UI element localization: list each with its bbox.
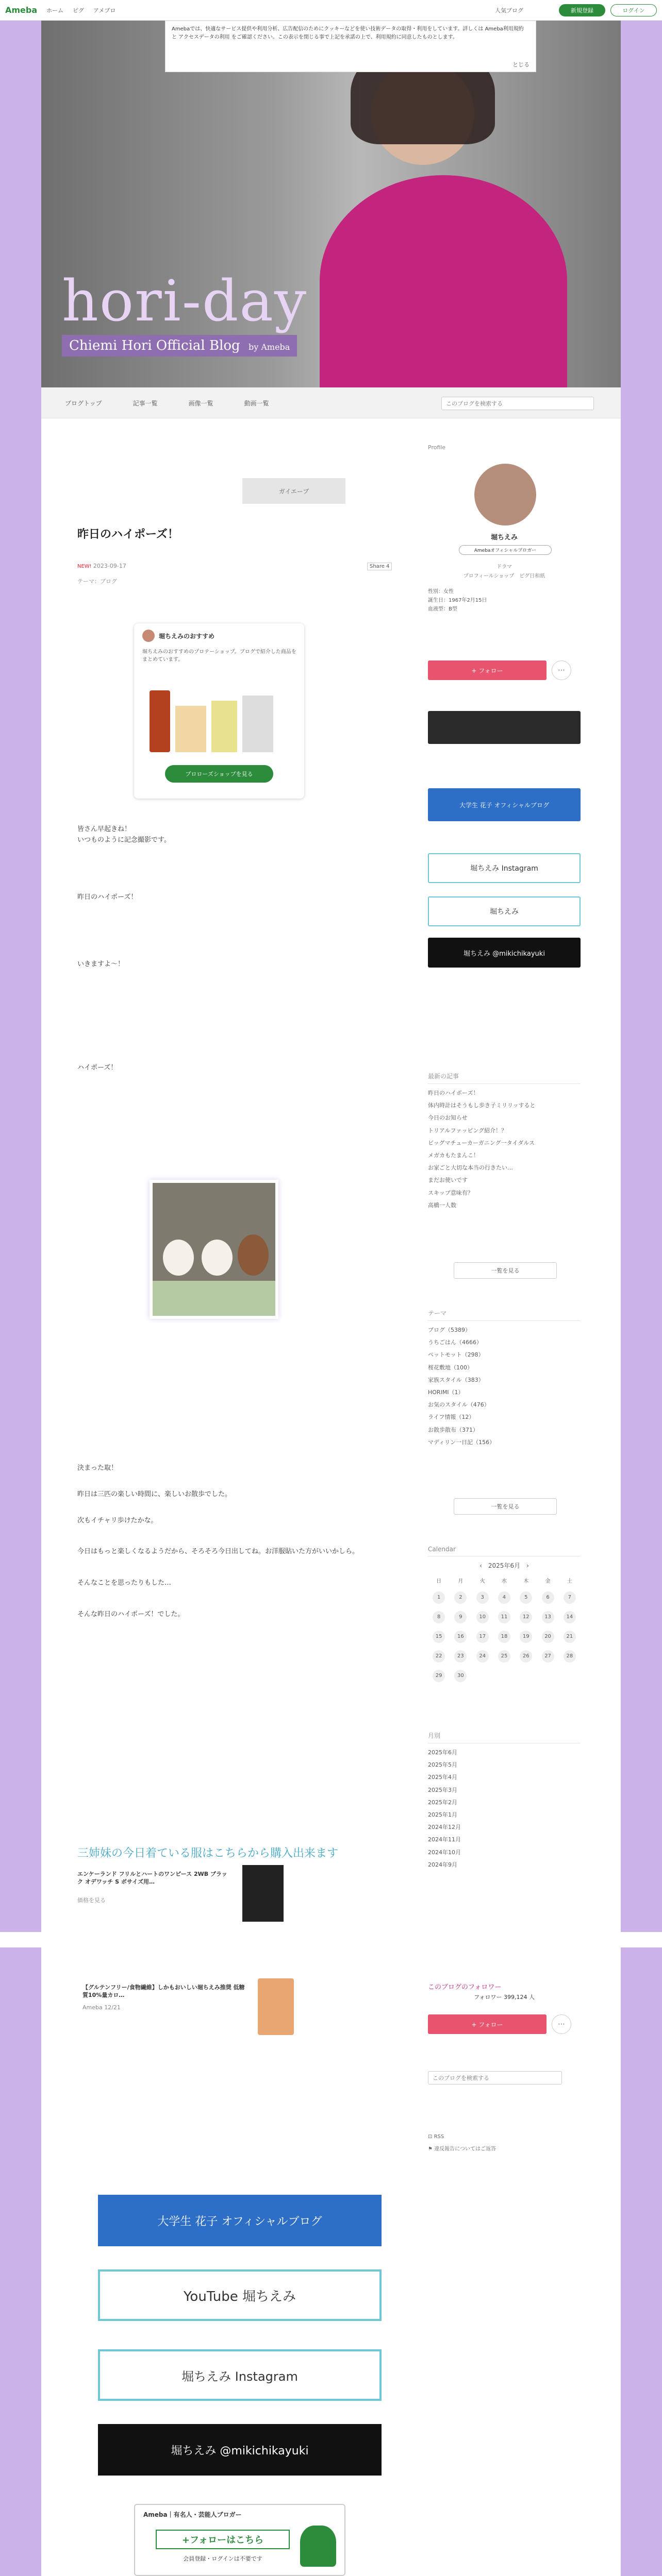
archive-item[interactable]: 2024年11月 (428, 1836, 461, 1843)
calendar-day[interactable]: 2 (454, 1591, 467, 1604)
nav-videos[interactable]: 動画一覧 (244, 400, 269, 407)
weekday-label: 水 (501, 1579, 507, 1584)
calendar-day[interactable]: 11 (498, 1611, 510, 1623)
calendar-day[interactable]: 12 (520, 1611, 532, 1623)
body-line: 昨日のハイポーズ！ (77, 893, 138, 901)
promo-products[interactable] (150, 680, 289, 752)
calendar-day[interactable]: 18 (498, 1631, 510, 1643)
big-banner-2[interactable]: YouTube 堀ちえみ (98, 2269, 382, 2321)
nav-images[interactable]: 画像一覧 (188, 400, 213, 407)
sidebar-banner-2[interactable]: 堀ちえみ Instagram (428, 853, 581, 883)
calendar-day[interactable]: 16 (454, 1631, 467, 1643)
more-icon[interactable]: ⋯ (552, 660, 571, 680)
nav-ameblo[interactable]: アメブロ (93, 7, 116, 14)
theme-item[interactable]: うちごはん（4666） (428, 1339, 482, 1346)
body-line: 決まった取！ (77, 1464, 118, 1472)
profile-name[interactable]: 堀ちえみ (490, 534, 518, 541)
login-button[interactable]: ログイン (610, 4, 657, 16)
flag-icon: ⚑ (428, 2146, 435, 2152)
archive-item[interactable]: 2025年3月 (428, 1786, 457, 1793)
promo-avatar (142, 630, 155, 642)
weekday-label: 土 (567, 1579, 572, 1584)
calendar-day[interactable]: 15 (433, 1631, 445, 1643)
weekday-label: 火 (479, 1579, 485, 1584)
calendar-day[interactable]: 13 (542, 1611, 554, 1623)
weekday-label: 木 (523, 1579, 529, 1584)
big-banner-3[interactable]: 堀ちえみ Instagram (98, 2349, 382, 2401)
rss-label: RSS (434, 2134, 444, 2140)
theme-item[interactable]: ブログ（5389） (428, 1327, 471, 1333)
profile-label: Profile (428, 444, 446, 451)
cookie-notice-text: Amebaでは、快適なサービス提供や利用分析、広告配信のためにクッキーなどを使い技術データの取得・利用をしています。詳しくは Ameba利用規約 と アクセスデータの利用 をご確認ください。この表示を閉じる事で上記を承諾の上で、利用規約に同意したものとします。 (172, 26, 524, 40)
dog-2 (202, 1240, 233, 1276)
theme-item[interactable]: お気のスタイル（476） (428, 1401, 490, 1409)
calendar-day (515, 1670, 537, 1682)
calendar-day[interactable]: 25 (498, 1650, 510, 1663)
recent-item[interactable]: メガカもたまんこ！ (428, 1151, 479, 1159)
nav-pigg[interactable]: ピグ (73, 7, 84, 14)
calendar-day[interactable]: 17 (476, 1631, 489, 1643)
calendar-day[interactable]: 10 (476, 1611, 489, 1623)
cookie-notice (165, 21, 536, 72)
product-link[interactable]: 【グルテンフリー/食物繊維】しかもおいしい堀ちえみ推奨 低糖質10%量カロ… (82, 1984, 245, 1999)
big-banner-4[interactable]: 堀ちえみ @mikichikayuki (98, 2424, 382, 2476)
followers-heading: このブログのフォロワー (428, 1984, 502, 1991)
theme-item[interactable]: HORIMI（1） (428, 1388, 464, 1396)
shop-price-link[interactable]: 価格を見る (77, 1897, 106, 1904)
body-line: ハイポーズ！ (77, 1064, 118, 1072)
calendar-day[interactable]: 1 (433, 1591, 445, 1604)
body-line: いつものように記念撮影です。 (77, 836, 171, 844)
recent-heading: 最新の記事 (428, 1072, 581, 1084)
follow-button[interactable]: + フォロー (428, 660, 547, 680)
calendar-day[interactable]: 8 (433, 1611, 445, 1623)
archive-item[interactable]: 2025年6月 (428, 1749, 457, 1756)
calendar-grid (428, 1577, 581, 1682)
calendar-day[interactable]: 23 (454, 1650, 467, 1663)
dog-1 (163, 1240, 194, 1276)
post-body-after (77, 1463, 387, 1620)
rss-icon: ⊡ (428, 2134, 434, 2140)
calendar-day[interactable]: 28 (564, 1650, 576, 1663)
more-icon-2[interactable]: ⋯ (552, 2014, 571, 2034)
product-box (175, 706, 206, 752)
calendar-day[interactable]: 19 (520, 1631, 532, 1643)
ameba-card-top: Ameba｜有名人・芸能人ブロガー (143, 2511, 242, 2518)
weekday-label: 月 (458, 1579, 464, 1584)
sidebar-banner-1[interactable]: 大学生 花子 オフィシャルブログ (428, 788, 581, 821)
calendar-day[interactable]: 7 (564, 1591, 576, 1604)
rss-link[interactable] (428, 2134, 444, 2140)
theme-item[interactable]: 家族スタイル（383） (428, 1376, 484, 1383)
theme-item[interactable]: 桜花敷地（100） (428, 1364, 473, 1371)
content-column-lower (41, 1947, 621, 2576)
calendar-day[interactable]: 5 (520, 1591, 532, 1604)
birthday: 誕生日：1967年2月15日 (428, 598, 487, 603)
promo-card (134, 623, 304, 799)
calendar-month-row (428, 1561, 581, 1570)
ameba-follow-card[interactable] (134, 2504, 345, 2576)
calendar-day[interactable]: 22 (433, 1650, 445, 1663)
body-line: 今日はもっと楽しくなるようだから、そろそろ今日出してね。お洋服貼いた方がいいかしら。 (77, 1548, 359, 1556)
post-title[interactable]: 昨日のハイポーズ！ (77, 528, 179, 541)
post-theme[interactable]: テーマ：ブログ (77, 578, 117, 585)
calendar-day (559, 1670, 581, 1682)
ameba-card-main: +フォローはこちら (156, 2530, 290, 2549)
weekday-label: 金 (545, 1579, 551, 1584)
profile-link[interactable]: ピグ日和紙 (519, 573, 545, 579)
header-by: by Ameba (248, 342, 290, 352)
top-bar (0, 0, 662, 21)
shop-item-title[interactable]: エンケーランド フリルとハートのワンピース 2WB ブラック オデワッチ S ボサイズ用… (77, 1871, 227, 1886)
calendar-month: 2025年6月 (488, 1562, 521, 1569)
promo-shop-button[interactable]: プロローズショップを見る (165, 765, 273, 783)
blog-search-input-2[interactable] (428, 2071, 562, 2084)
blog-search-input[interactable] (441, 397, 594, 410)
recent-item[interactable]: 体内時計はそうもし歩き子ミリリッすると (428, 1102, 536, 1109)
profile-links (428, 563, 581, 581)
theme-all-button[interactable]: 一覧を見る (454, 1498, 557, 1515)
theme-list (428, 1324, 495, 1449)
register-button[interactable]: 新規登録 (559, 4, 605, 16)
body-line: 次もイチャリ歩けたかな。 (77, 1516, 158, 1524)
recent-item[interactable]: 昨日のハイポーズ！ (428, 1090, 479, 1096)
header-subtitle: Chiemi Hori Official Blog (69, 338, 240, 353)
blog-header (41, 21, 621, 387)
theme-item[interactable]: マディリン一日記（156） (428, 1438, 495, 1446)
profile-link[interactable]: プロフィールショップ (463, 573, 515, 579)
promo-text: 堀ちえみのおすすめのプロテーショップ。ブログで紹介した商品をまとめています。 (142, 649, 296, 663)
product-person (242, 696, 273, 752)
archive-item[interactable]: 2024年12月 (428, 1824, 461, 1831)
recent-item[interactable]: お家ごと大切な本当の行きたい… (428, 1164, 513, 1172)
recent-item[interactable]: 今日のお知らせ (428, 1114, 468, 1122)
sidebar-banner-photo[interactable] (428, 711, 581, 744)
recent-item[interactable]: ビッグマチューカーガニング一タイダルス (428, 1139, 535, 1146)
official-badge: Amebaオフィシャルブロガー (459, 545, 552, 555)
body-line: そんな昨日のハイポーズ！でした。 (77, 1610, 185, 1618)
calendar-day[interactable]: 20 (542, 1631, 554, 1643)
cookie-close-button[interactable]: とじる (512, 61, 529, 68)
dogs-photo[interactable] (150, 1180, 278, 1319)
nav-home[interactable]: ホーム (46, 7, 63, 14)
report-label: 違反報告についてはご返答 (434, 2146, 496, 2152)
follower-count: フォロワー 399,124 人 (474, 1994, 535, 2001)
blood-type: 血液型：B型 (428, 606, 457, 612)
sidebar-banner-3[interactable]: 堀ちえみ (428, 896, 581, 926)
archive-item[interactable]: 2024年9月 (428, 1861, 457, 1868)
calendar-day[interactable]: 6 (542, 1591, 554, 1604)
sidebar-banner-4[interactable]: 堀ちえみ @mikichikayuki (428, 938, 581, 968)
dog-3 (238, 1234, 269, 1276)
archive-item[interactable]: 2025年1月 (428, 1811, 457, 1818)
page-gap (0, 1932, 662, 1947)
calendar-day[interactable]: 4 (498, 1591, 510, 1604)
weekday-label: 日 (436, 1579, 442, 1584)
theme-heading: テーマ (428, 1309, 581, 1321)
calendar-day (472, 1670, 493, 1682)
recent-item[interactable]: 高橋一人数 (428, 1201, 456, 1209)
recent-item[interactable]: まだお使いです (428, 1177, 468, 1184)
ameba-mascot (300, 2526, 336, 2567)
body-line: 昨日は三匹の楽しい時間に、楽しいお散歩でした。 (77, 1490, 232, 1498)
calendar-day[interactable]: 3 (476, 1591, 489, 1604)
body-line: いきますよ〜！ (77, 960, 125, 969)
blog-nav (41, 387, 621, 418)
theme-item[interactable]: ライフ情報（12） (428, 1414, 475, 1421)
product-bottle (150, 690, 170, 752)
shop-item-image[interactable] (242, 1865, 284, 1922)
calendar-day[interactable]: 24 (476, 1650, 489, 1663)
cushion (153, 1281, 275, 1316)
ameba-card-sub: 会員登録・ログインは不要です (183, 2555, 262, 2562)
follow-button-2[interactable]: + フォロー (428, 2014, 547, 2034)
nav-posts[interactable]: 記事一覧 (133, 400, 158, 407)
next-month-icon[interactable]: › (526, 1562, 529, 1569)
portrait-sweater (320, 175, 567, 387)
big-banner-1[interactable]: 大学生 花子 オフィシャルブログ (98, 2195, 382, 2246)
body-line: 皆さん早起きね！ (77, 825, 131, 833)
body-line: そんなことを思ったりもした… (77, 1579, 172, 1587)
product-pack (211, 701, 237, 752)
calendar-day[interactable]: 9 (454, 1611, 467, 1623)
post-date: 2023-09-17 (93, 563, 126, 569)
product-meta: Ameba 12/21 (82, 2004, 121, 2011)
archive-list (428, 1747, 461, 1871)
calendar-day[interactable]: 29 (433, 1670, 445, 1682)
archive-item[interactable]: 2025年4月 (428, 1774, 457, 1781)
calendar-day[interactable]: 30 (454, 1670, 467, 1682)
popular-blog-link[interactable]: 人気ブログ (495, 7, 523, 14)
archive-item[interactable]: 2025年5月 (428, 1761, 457, 1769)
gender: 性別：女性 (428, 589, 454, 595)
calendar-day[interactable]: 26 (520, 1650, 532, 1663)
calendar-day[interactable]: 27 (542, 1650, 554, 1663)
theme-item[interactable]: ペットモット（298） (428, 1351, 484, 1359)
share-button[interactable]: Share 4 (367, 563, 392, 570)
post-body (77, 824, 387, 1074)
archive-item[interactable]: 2025年2月 (428, 1799, 457, 1806)
recent-list (428, 1087, 536, 1212)
profile-avatar[interactable] (474, 464, 536, 526)
report-link[interactable] (428, 2144, 496, 2152)
calendar-heading: Calendar (428, 1546, 581, 1556)
ad-slot[interactable]: ガイエーブ (242, 478, 345, 504)
ameba-logo[interactable]: Ameba (5, 5, 38, 15)
new-badge: NEW! (77, 564, 92, 569)
profile-details (428, 587, 487, 614)
product-image[interactable] (258, 1978, 294, 2035)
promo-title: 堀ちえみのおすすめ (159, 633, 215, 640)
header-subtitle-bar (62, 335, 297, 357)
recent-item[interactable]: トリアルファッピング紹介！？ (428, 1127, 507, 1134)
nav-blog-top[interactable]: ブログトップ (65, 400, 102, 407)
profile-link[interactable]: ドラマ (496, 564, 512, 570)
prev-month-icon[interactable]: ‹ (479, 1562, 482, 1569)
theme-item[interactable]: お散歩散布（371） (428, 1426, 478, 1433)
archive-heading: 月別 (428, 1731, 581, 1743)
calendar-day (493, 1670, 515, 1682)
calendar-day[interactable]: 21 (564, 1631, 576, 1643)
recent-all-button[interactable]: 一覧を見る (454, 1262, 557, 1279)
shop-heading[interactable]: 三姉妹の今日着ている服はこちらから購入出来ます (77, 1847, 339, 1860)
calendar-day[interactable]: 14 (564, 1611, 576, 1623)
header-title: hori-day (62, 268, 308, 334)
archive-item[interactable]: 2024年10月 (428, 1849, 461, 1856)
calendar-day (537, 1670, 558, 1682)
recent-item[interactable]: スキップ意味有？ (428, 1189, 473, 1196)
